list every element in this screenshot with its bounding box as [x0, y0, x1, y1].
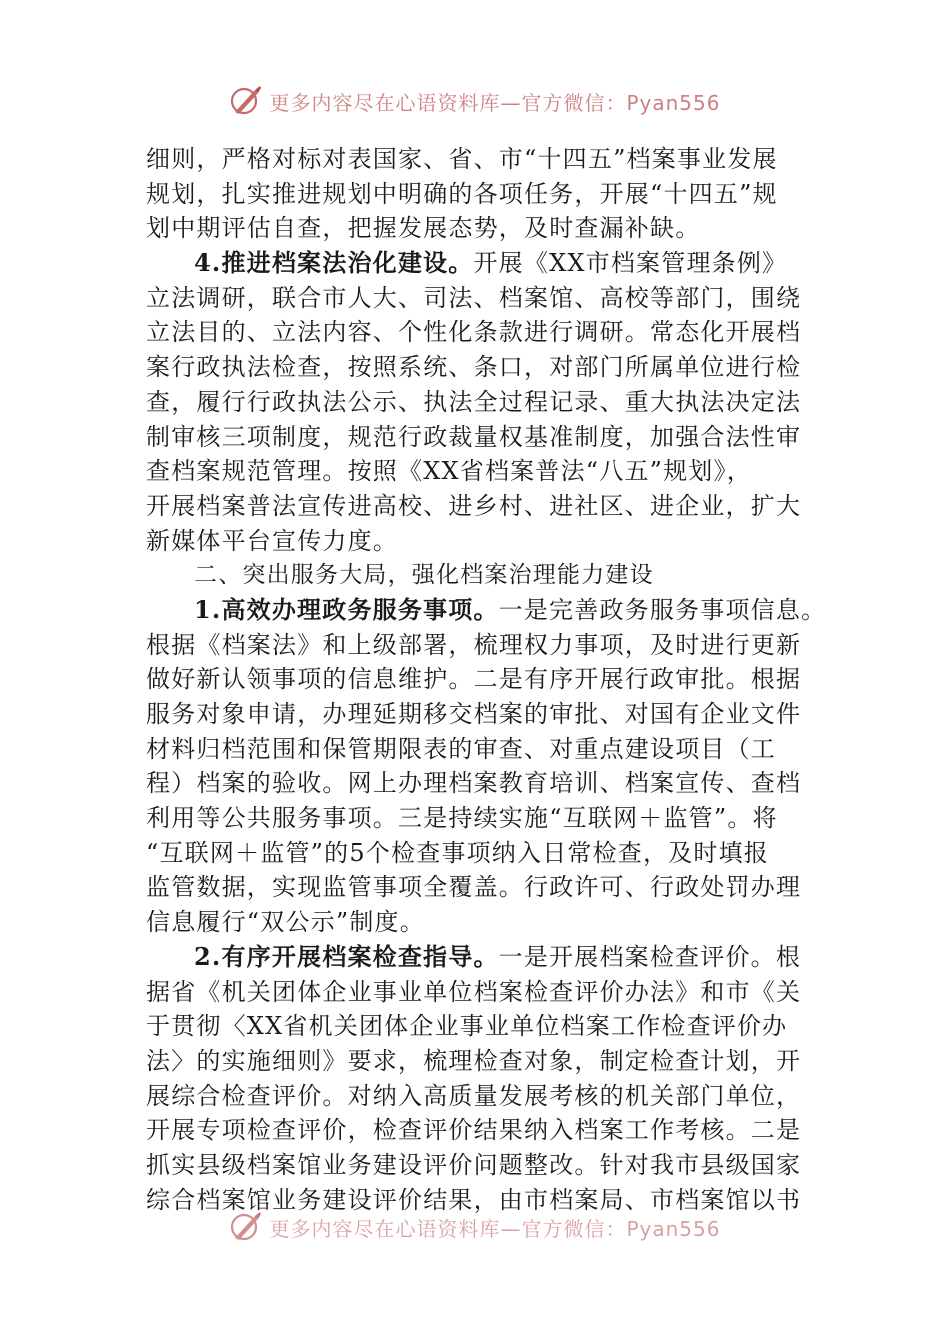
text-line: 法〉的实施细则》要求，梳理检查对象，制定检查计划，开 [146, 1046, 802, 1075]
paragraph-heading: 1.高效办理政务服务事项。 [194, 594, 499, 624]
text-line: 抓实县级档案馆业务建设评价问题整改。针对我市县级国家 [146, 1150, 802, 1179]
document-body [146, 142, 827, 1217]
paragraph-government-services [146, 593, 827, 940]
text-line: 材料归档范围和保管期限表的审查、对重点建设项目（工 [146, 734, 776, 763]
text-line [146, 246, 810, 281]
text-line: 做好新认领事项的信息维护。二是有序开展行政审批。根据 [146, 665, 802, 694]
watermark-text: 更多内容尽在心语资料库—官方微信：Pyan556 [269, 1216, 721, 1241]
text-line: 规划，扎实推进规划中明确的各项任务，开展“十四五”规 [146, 179, 778, 208]
text-line: 查档案规范管理。按照《XX省档案普法“八五”规划》， [146, 457, 752, 486]
text-line: 展综合检查评价。对纳入高质量发展考核的机关部门单位， [146, 1081, 802, 1110]
text-line: 服务对象申请，办理延期移交档案的审批、对国有企业文件 [146, 700, 802, 728]
watermark-footer [0, 1210, 950, 1244]
text-run: 一是开展档案检查评价。根 [498, 942, 802, 971]
text-line: 案行政执法检查，按照系统、条口，对部门所属单位进行检 [146, 353, 802, 382]
watermark-text: 更多内容尽在心语资料库—官方微信：Pyan556 [269, 90, 721, 115]
pen-logo-icon [229, 84, 263, 118]
paragraph-heading: 2.有序开展档案检查指导。 [194, 941, 499, 971]
text-line: 新媒体平台宣传力度。 [146, 526, 398, 555]
text-line: 立法调研，联合市人大、司法、档案馆、高校等部门，围绕 [146, 283, 802, 312]
text-line: 细则，严格对标对表国家、省、市“十四五”档案事业发展 [146, 145, 778, 173]
text-line: 于贯彻〈XX省机关团体企业事业单位档案工作检查评价办 [146, 1012, 788, 1041]
text-line: 立法目的、立法内容、个性化条款进行调研。常态化开展档 [146, 318, 802, 347]
text-line [146, 593, 827, 628]
text-line: 利用等公共服务事项。三是持续实施“互联网＋监管”。将 [146, 804, 778, 833]
text-line: 开展档案普法宣传进高校、进乡村、进社区、进企业，扩大 [146, 491, 802, 520]
text-line: 信息履行“双公示”制度。 [146, 908, 425, 937]
text-line: 根据《档案法》和上级部署，梳理权力事项，及时进行更新 [146, 630, 802, 659]
text-line [146, 940, 810, 975]
paragraph-legal-construction [146, 246, 810, 558]
paragraph-inspection-guidance [146, 940, 810, 1218]
paragraph-continuation [146, 142, 810, 246]
text-line: “互联网＋监管”的5个检查事项纳入日常检查，及时填报 [146, 838, 770, 867]
paragraph-heading: 4.推进档案法治化建设。 [194, 248, 474, 278]
text-line: 综合档案馆业务建设评价结果，由市档案局、市档案馆以书 [146, 1185, 802, 1214]
text-line: 制审核三项制度，规范行政裁量权基准制度，加强合法性审 [146, 422, 802, 451]
watermark-header [0, 84, 950, 118]
section-title: 二、突出服务大局，强化档案治理能力建设 [194, 562, 654, 589]
text-line: 据省《机关团体企业事业单位档案检查评价办法》和市《关 [146, 977, 802, 1006]
text-line: 监管数据，实现监管事项全覆盖。行政许可、行政处罚办理 [146, 873, 802, 902]
text-line: 开展专项检查评价，检查评价结果纳入档案工作考核。二是 [146, 1116, 802, 1145]
text-run: 一是完善政务服务事项信息。 [498, 595, 827, 624]
pen-logo-icon [229, 1210, 263, 1244]
text-run: 开展《XX市档案管理条例》 [473, 249, 788, 278]
text-line: 程）档案的验收。网上办理档案教育培训、档案宣传、查档 [146, 769, 802, 798]
text-line: 划中期评估自查，把握发展态势，及时查漏补缺。 [146, 214, 701, 243]
text-line: 查，履行行政执法公示、执法全过程记录、重大执法决定法 [146, 387, 802, 416]
